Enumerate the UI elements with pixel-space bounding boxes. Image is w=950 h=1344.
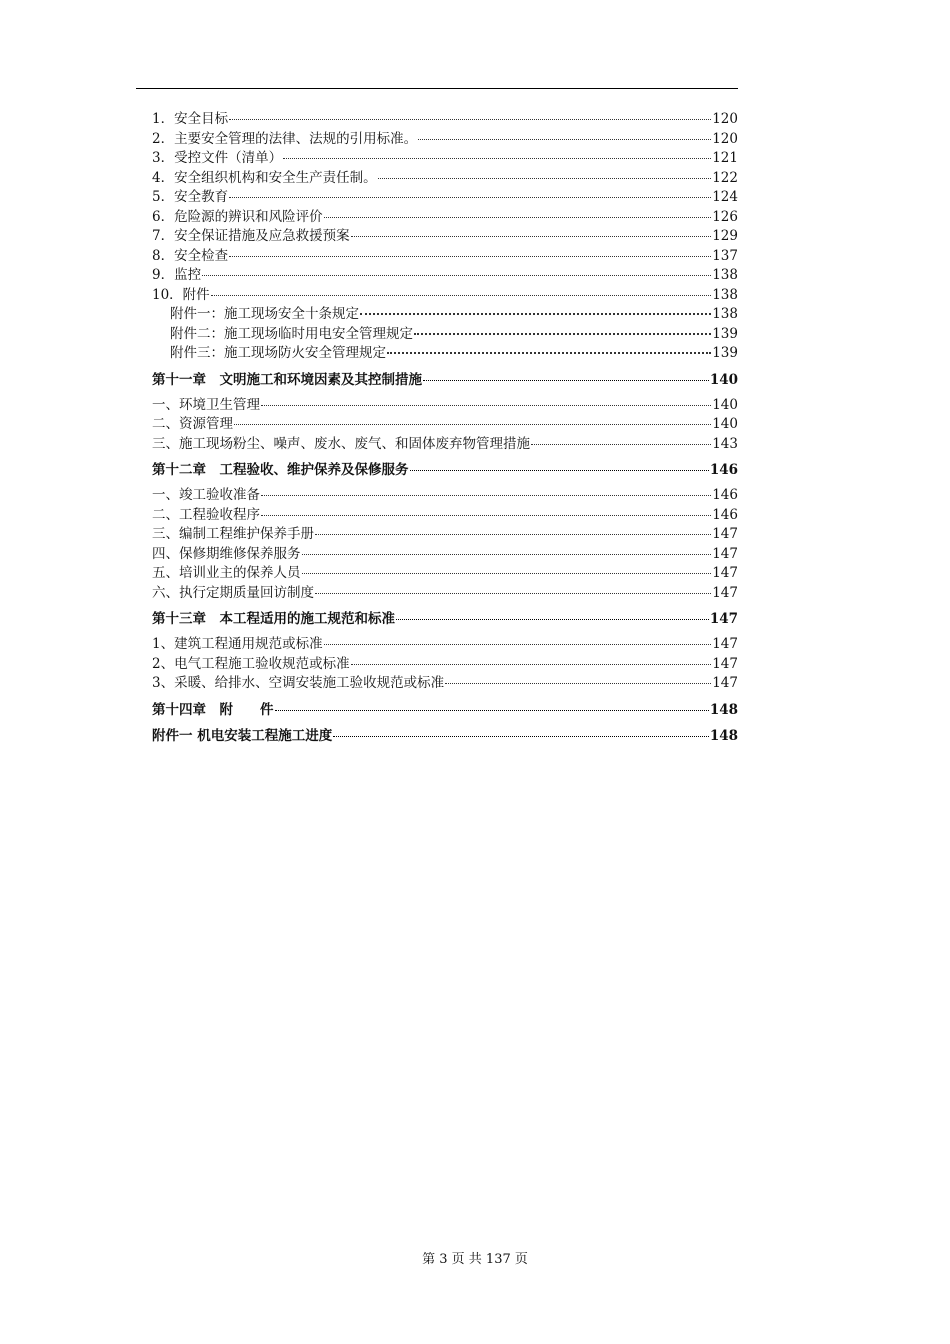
- toc-entry[interactable]: [152, 325, 738, 345]
- dot-leader: [261, 404, 711, 406]
- toc-entry-page-number: 143: [712, 435, 738, 452]
- toc-entry[interactable]: [152, 247, 738, 267]
- toc-entry[interactable]: [152, 286, 738, 306]
- toc-entry[interactable]: [152, 188, 738, 208]
- toc-entry-page-number: 129: [712, 228, 738, 244]
- toc-entry[interactable]: [152, 344, 738, 364]
- dot-leader: [211, 294, 712, 296]
- toc-entry-label: 1、建筑工程通用规范或标准: [152, 636, 323, 652]
- dot-leader: [423, 379, 709, 381]
- toc-entry[interactable]: [152, 415, 738, 435]
- toc-entry-label: 2．主要安全管理的法律、法规的引用标准。: [152, 130, 418, 147]
- toc-entry-page-number: 120: [712, 130, 738, 147]
- toc-entry-page-number: 146: [709, 462, 738, 478]
- toc-entry-label: 二、资源管理: [152, 416, 233, 432]
- dot-leader: [315, 592, 711, 594]
- toc-entry-label: 五、培训业主的保养人员: [152, 565, 301, 581]
- toc-entry-page-number: 139: [712, 325, 738, 342]
- toc-entry-page-number: 140: [709, 371, 738, 388]
- toc-entry-label: 第十三章 本工程适用的施工规范和标准: [152, 611, 395, 627]
- dot-leader: [229, 255, 711, 257]
- toc-entry-page-number: 138: [712, 306, 738, 322]
- toc-entry-label: 10．附件: [152, 286, 210, 303]
- toc-entry-label: 第十四章 附 件: [152, 701, 274, 718]
- toc-entry-label: 附件一 机电安装工程施工进度: [152, 727, 333, 744]
- toc-entry-label: 六、执行定期质量回访制度: [152, 584, 314, 601]
- toc-entry-page-number: 147: [712, 584, 738, 601]
- toc-entry-page-number: 147: [709, 611, 738, 627]
- toc-entry-page-number: 148: [709, 701, 738, 718]
- dot-leader: [410, 469, 709, 471]
- dot-leader: [351, 663, 712, 665]
- dot-leader: [261, 494, 711, 496]
- dot-leader: [351, 235, 712, 237]
- dot-leader: [324, 643, 712, 645]
- toc-entry-page-number: 126: [712, 208, 738, 225]
- toc-entry-label: 7．安全保证措施及应急救援预案: [152, 228, 350, 244]
- toc-entry[interactable]: [152, 584, 738, 604]
- toc-entry-label: 附件一：施工现场安全十条规定: [170, 306, 359, 322]
- toc-entry-label: 附件三：施工现场防火安全管理规定: [170, 345, 386, 361]
- toc-entry-label: 三、施工现场粉尘、噪声、废水、废气、和固体废弃物管理措施: [152, 435, 530, 452]
- toc-entry-label: 1．安全目标: [152, 111, 229, 127]
- toc-entry[interactable]: [152, 149, 738, 169]
- toc-entry[interactable]: [152, 674, 738, 694]
- toc-entry[interactable]: [152, 208, 738, 228]
- toc-entry-page-number: 137: [712, 247, 738, 264]
- toc-entry-page-number: 124: [712, 189, 738, 205]
- toc-chapter-entry[interactable]: [152, 609, 738, 629]
- page-footer: 第 3 页 共 137 页: [422, 1252, 528, 1267]
- dot-leader: [229, 118, 711, 120]
- toc-entry-label: 一、竣工验收准备: [152, 487, 260, 503]
- toc-entry-label: 一、环境卫生管理: [152, 396, 260, 413]
- toc-entry[interactable]: [152, 564, 738, 584]
- toc-chapter-entry[interactable]: [152, 370, 738, 390]
- toc-entry-label: 3、采暖、给排水、空调安装施工验收规范或标准: [152, 675, 445, 691]
- header-rule: [136, 88, 738, 89]
- toc-entry-page-number: 147: [712, 655, 738, 672]
- dot-leader: [418, 138, 711, 140]
- toc-entry-label: 9．监控: [152, 267, 202, 283]
- dot-leader: [234, 423, 711, 425]
- toc-entry[interactable]: [152, 396, 738, 416]
- toc-entry-label: 三、编制工程维护保养手册: [152, 526, 314, 542]
- dot-leader: [333, 735, 709, 737]
- toc-entry-page-number: 147: [712, 636, 738, 652]
- dot-leader: [378, 177, 712, 179]
- dot-leader: [302, 572, 712, 574]
- toc-entry[interactable]: [152, 506, 738, 526]
- toc-entry-label: 第十二章 工程验收、维护保养及保修服务: [152, 462, 409, 478]
- toc-entry-page-number: 147: [712, 565, 738, 581]
- dot-leader: [396, 618, 709, 620]
- dot-leader: [414, 332, 711, 335]
- toc-entry[interactable]: [152, 635, 738, 655]
- dot-leader: [315, 533, 711, 535]
- dot-leader: [360, 312, 711, 315]
- toc-entry-label: 第十一章 文明施工和环境因素及其控制措施: [152, 371, 422, 388]
- toc-entry-label: 3．受控文件（清单）: [152, 150, 283, 166]
- dot-leader: [445, 682, 711, 684]
- toc-entry-page-number: 140: [712, 396, 738, 413]
- toc-entry[interactable]: [152, 486, 738, 506]
- dot-leader: [275, 709, 709, 711]
- dot-leader: [387, 351, 711, 354]
- toc-entry-label: 附件二：施工现场临时用电安全管理规定: [170, 325, 413, 342]
- toc-entry-page-number: 138: [712, 286, 738, 303]
- dot-leader: [202, 274, 711, 276]
- toc-entry-label: 5．安全教育: [152, 189, 229, 205]
- toc-entry-page-number: 148: [709, 727, 738, 744]
- toc-chapter-entry[interactable]: [152, 726, 738, 746]
- toc-entry-page-number: 122: [712, 169, 738, 186]
- toc-entry-label: 8．安全检查: [152, 247, 229, 264]
- dot-leader: [531, 443, 711, 445]
- toc-entry[interactable]: [152, 227, 738, 247]
- toc-entry[interactable]: [152, 169, 738, 189]
- toc-entry[interactable]: [152, 110, 738, 130]
- toc-entry[interactable]: [152, 655, 738, 675]
- toc-entry-label: 二、工程验收程序: [152, 506, 260, 523]
- toc-entry-page-number: 120: [712, 111, 738, 127]
- dot-leader: [229, 196, 711, 198]
- toc-entry-label: 2、电气工程施工验收规范或标准: [152, 655, 350, 672]
- toc-entry-label: 四、保修期维修保养服务: [152, 545, 301, 562]
- toc-entry-page-number: 146: [712, 506, 738, 523]
- toc-entry-label: 6．危险源的辨识和风险评价: [152, 208, 323, 225]
- toc-entry[interactable]: [152, 545, 738, 565]
- toc-entry-page-number: 138: [712, 267, 738, 283]
- toc-entry-page-number: 121: [712, 150, 738, 166]
- toc-entry[interactable]: [152, 435, 738, 455]
- toc-entry-page-number: 147: [712, 545, 738, 562]
- toc-entry[interactable]: [152, 525, 738, 545]
- table-of-contents: [152, 110, 738, 752]
- toc-entry[interactable]: [152, 305, 738, 325]
- dot-leader: [283, 157, 711, 159]
- toc-entry[interactable]: [152, 130, 738, 150]
- toc-entry-page-number: 147: [712, 675, 738, 691]
- toc-chapter-entry[interactable]: [152, 700, 738, 720]
- toc-entry-page-number: 147: [712, 526, 738, 542]
- toc-entry-page-number: 140: [712, 416, 738, 432]
- dot-leader: [324, 216, 712, 218]
- toc-entry-page-number: 139: [712, 345, 738, 361]
- dot-leader: [302, 553, 712, 555]
- dot-leader: [261, 514, 711, 516]
- toc-entry-page-number: 146: [712, 487, 738, 503]
- toc-chapter-entry[interactable]: [152, 460, 738, 480]
- toc-entry[interactable]: [152, 266, 738, 286]
- toc-entry-label: 4．安全组织机构和安全生产责任制。: [152, 169, 377, 186]
